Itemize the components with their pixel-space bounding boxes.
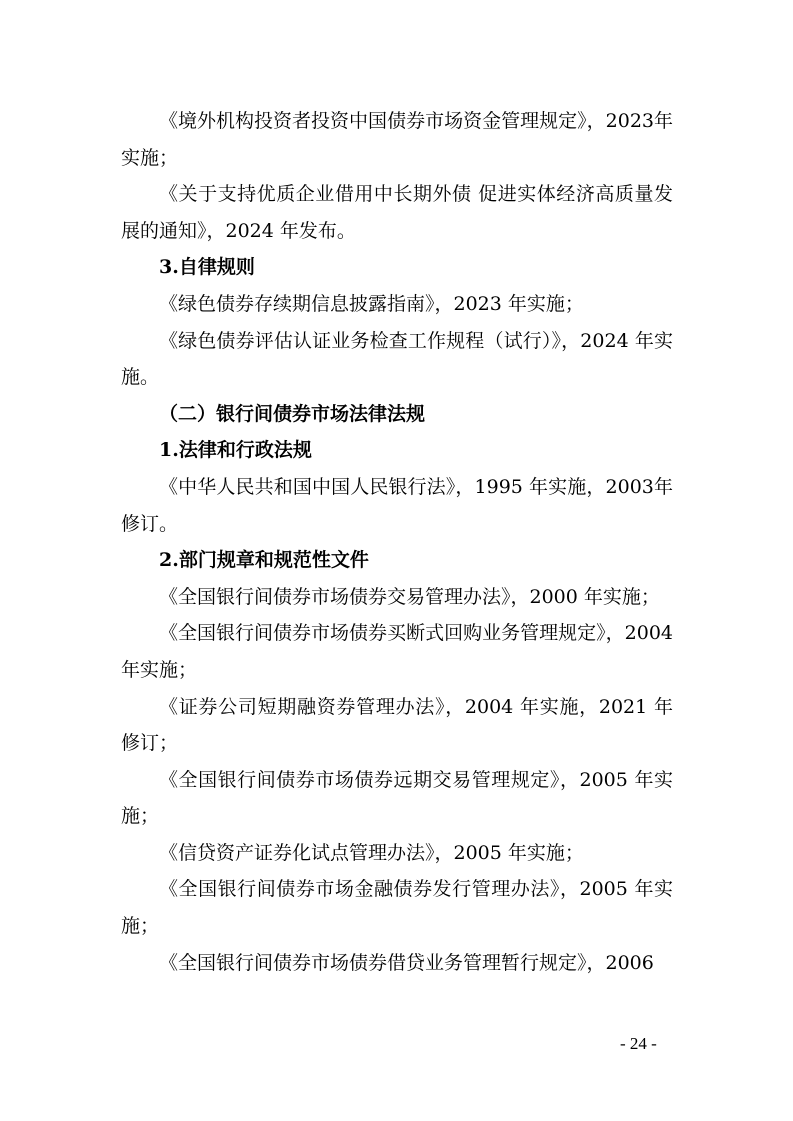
heading-self-regulatory-rules: 3.自律规则: [159, 256, 255, 279]
paragraph-9: 《全国银行间债券市场债券远期交易管理规定》，2005 年实施；: [121, 768, 673, 828]
paragraph-1: 《境外机构投资者投资中国债券市场资金管理规定》，2023年实施；: [121, 110, 673, 169]
paragraph-8: 《证券公司短期融资券管理办法》，2004 年实施，2021 年修订；: [121, 695, 673, 755]
paragraph-5: 《中华人民共和国中国人民银行法》，1995 年实施，2003年修订。: [121, 475, 673, 535]
heading-laws-and-regulations: 1.法律和行政法规: [159, 439, 312, 462]
heading-department-rules: 2.部门规章和规范性文件: [159, 549, 369, 572]
paragraph-3: 《绿色债券存续期信息披露指南》，2023 年实施；: [159, 292, 584, 315]
paragraph-11: 《全国银行间债券市场金融债券发行管理办法》，2005 年实施；: [121, 878, 673, 938]
paragraph-12: 《全国银行间债券市场债券借贷业务管理暂行规定》，2006: [159, 951, 654, 974]
page-body: [121, 103, 673, 981]
paragraph-10: 《信贷资产证券化试点管理办法》，2005 年实施；: [159, 841, 584, 864]
page-number: - 24 -: [620, 1034, 657, 1053]
paragraph-4: 《绿色债券评估认证业务检查工作规程（试行）》，2024 年实施。: [121, 329, 673, 389]
paragraph-6: 《全国银行间债券市场债券交易管理办法》，2000 年实施；: [159, 585, 660, 608]
paragraph-2: 《关于支持优质企业借用中长期外债 促进实体经济高质量发展的通知》，2024 年发布。: [121, 183, 673, 242]
heading-interbank-market-laws: （二）银行间债券市场法律法规: [159, 402, 426, 425]
paragraph-7: 《全国银行间债券市场债券买断式回购业务管理规定》，2004 年实施；: [121, 622, 673, 681]
